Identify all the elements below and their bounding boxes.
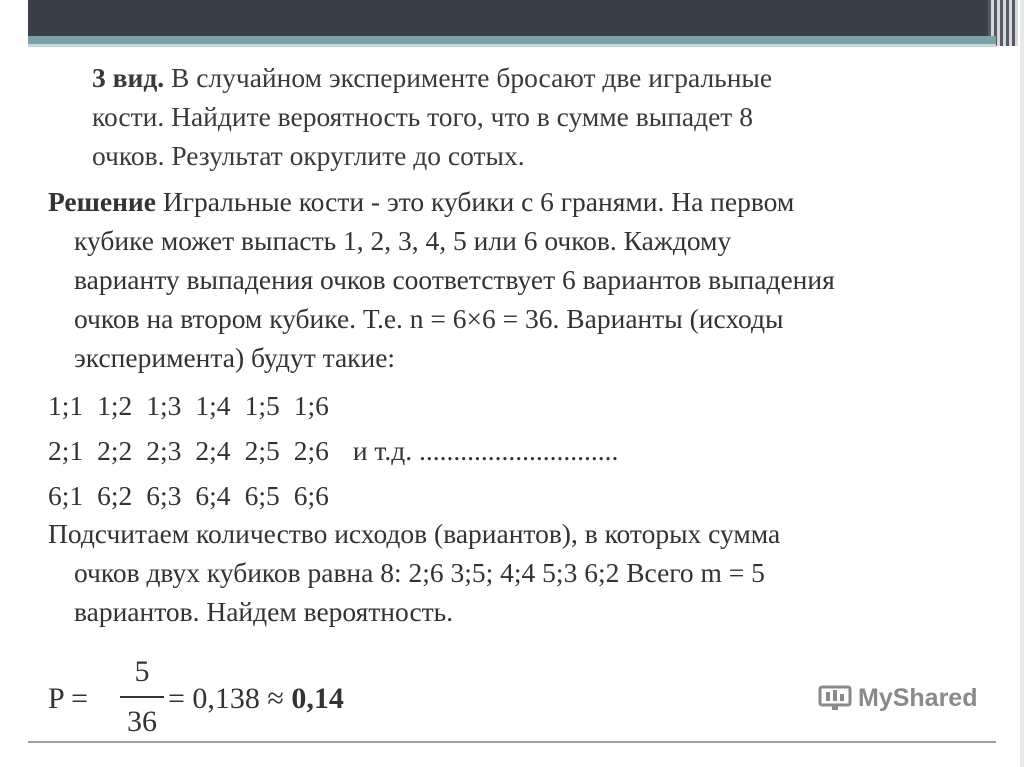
slide-header-bar xyxy=(28,0,996,36)
fraction-denominator: 36 xyxy=(127,705,157,738)
header-accent-line xyxy=(28,36,996,44)
outcome-pair: 6;1 xyxy=(48,480,84,511)
outcome-pair: 2;6 xyxy=(293,435,329,466)
outcome-pair: 6;3 xyxy=(146,480,182,511)
outcome-pair: 2;4 xyxy=(195,435,231,466)
mysharedlogo-icon xyxy=(818,683,852,713)
outcome-row-2 xyxy=(48,428,618,473)
outcome-pair: 1;1 xyxy=(48,390,84,421)
formula-answer: 0,14 xyxy=(291,682,344,715)
outcome-pair: 1;5 xyxy=(244,390,280,421)
task-line-3: очков. Результат округлите до сотых. xyxy=(92,140,525,171)
solution-line-5: эксперимента) будут такие: xyxy=(74,342,396,373)
task-statement xyxy=(92,58,772,175)
outcome-pair: 1;6 xyxy=(293,390,329,421)
outcome-pair: 1;3 xyxy=(146,390,182,421)
outcome-pair: 6;6 xyxy=(293,480,329,511)
frame-edge xyxy=(1020,0,1024,767)
formula-p-label: P = xyxy=(48,682,88,715)
outcome-pair: 1;4 xyxy=(195,390,231,421)
solution-line-4: очков на втором кубике. Т.е. n = 6×6 = 36. Варианты (исходы xyxy=(74,303,784,334)
outcome-row-1 xyxy=(48,383,618,428)
watermark-logo xyxy=(818,678,977,718)
outcome-pair: 6;4 xyxy=(195,480,231,511)
count-line-3: вариантов. Найдем вероятность. xyxy=(74,596,454,627)
fraction xyxy=(120,652,164,742)
outcome-pair: 6;2 xyxy=(97,480,133,511)
solution-label: Решение xyxy=(48,186,156,217)
outcome-pair: 2;2 xyxy=(97,435,133,466)
watermark-text: MyShared xyxy=(858,683,978,712)
outcome-pair: 6;5 xyxy=(244,480,280,511)
solution-text xyxy=(48,182,835,377)
count-line-2: очков двух кубиков равна 8: 2;6 3;5; 4;4 5;3 6;2 Всего m = 5 xyxy=(74,557,765,588)
fraction-numerator: 5 xyxy=(134,655,150,688)
fraction-bar xyxy=(120,696,164,698)
solution-line-3: варианту выпадения очков соответствует 6 вариантов выпадения xyxy=(74,264,835,295)
header-accent-thin-line xyxy=(28,44,996,47)
task-line-2: кости. Найдите вероятность того, что в сумме выпадет 8 xyxy=(92,101,753,132)
solution-line-1: Решение Игральные кости - это кубики с 6 гранями. На первом xyxy=(48,186,795,217)
solution-line-2: кубике может выпасть 1, 2, 3, 4, 5 или 6 очков. Каждому xyxy=(74,225,732,256)
outcome-pair: 2;3 xyxy=(146,435,182,466)
outcomes-etc: и т.д. ............................. xyxy=(352,435,619,466)
outcome-pair: 2;1 xyxy=(48,435,84,466)
task-line-1: 3 вид. В случайном эксперименте бросают две игральные xyxy=(92,62,773,93)
outcome-row-3 xyxy=(48,473,618,518)
outcome-pair: 1;2 xyxy=(97,390,133,421)
outcome-pair: 2;5 xyxy=(244,435,280,466)
task-label: 3 вид. xyxy=(92,62,165,93)
outcomes-list xyxy=(48,383,618,518)
formula-result xyxy=(168,682,344,716)
count-line-1: Подсчитаем количество исходов (вариантов), в которых сумма xyxy=(48,518,781,549)
formula-equals: = 0,138 ≈ xyxy=(168,682,292,715)
count-text xyxy=(48,514,780,631)
footer-line xyxy=(28,741,996,743)
